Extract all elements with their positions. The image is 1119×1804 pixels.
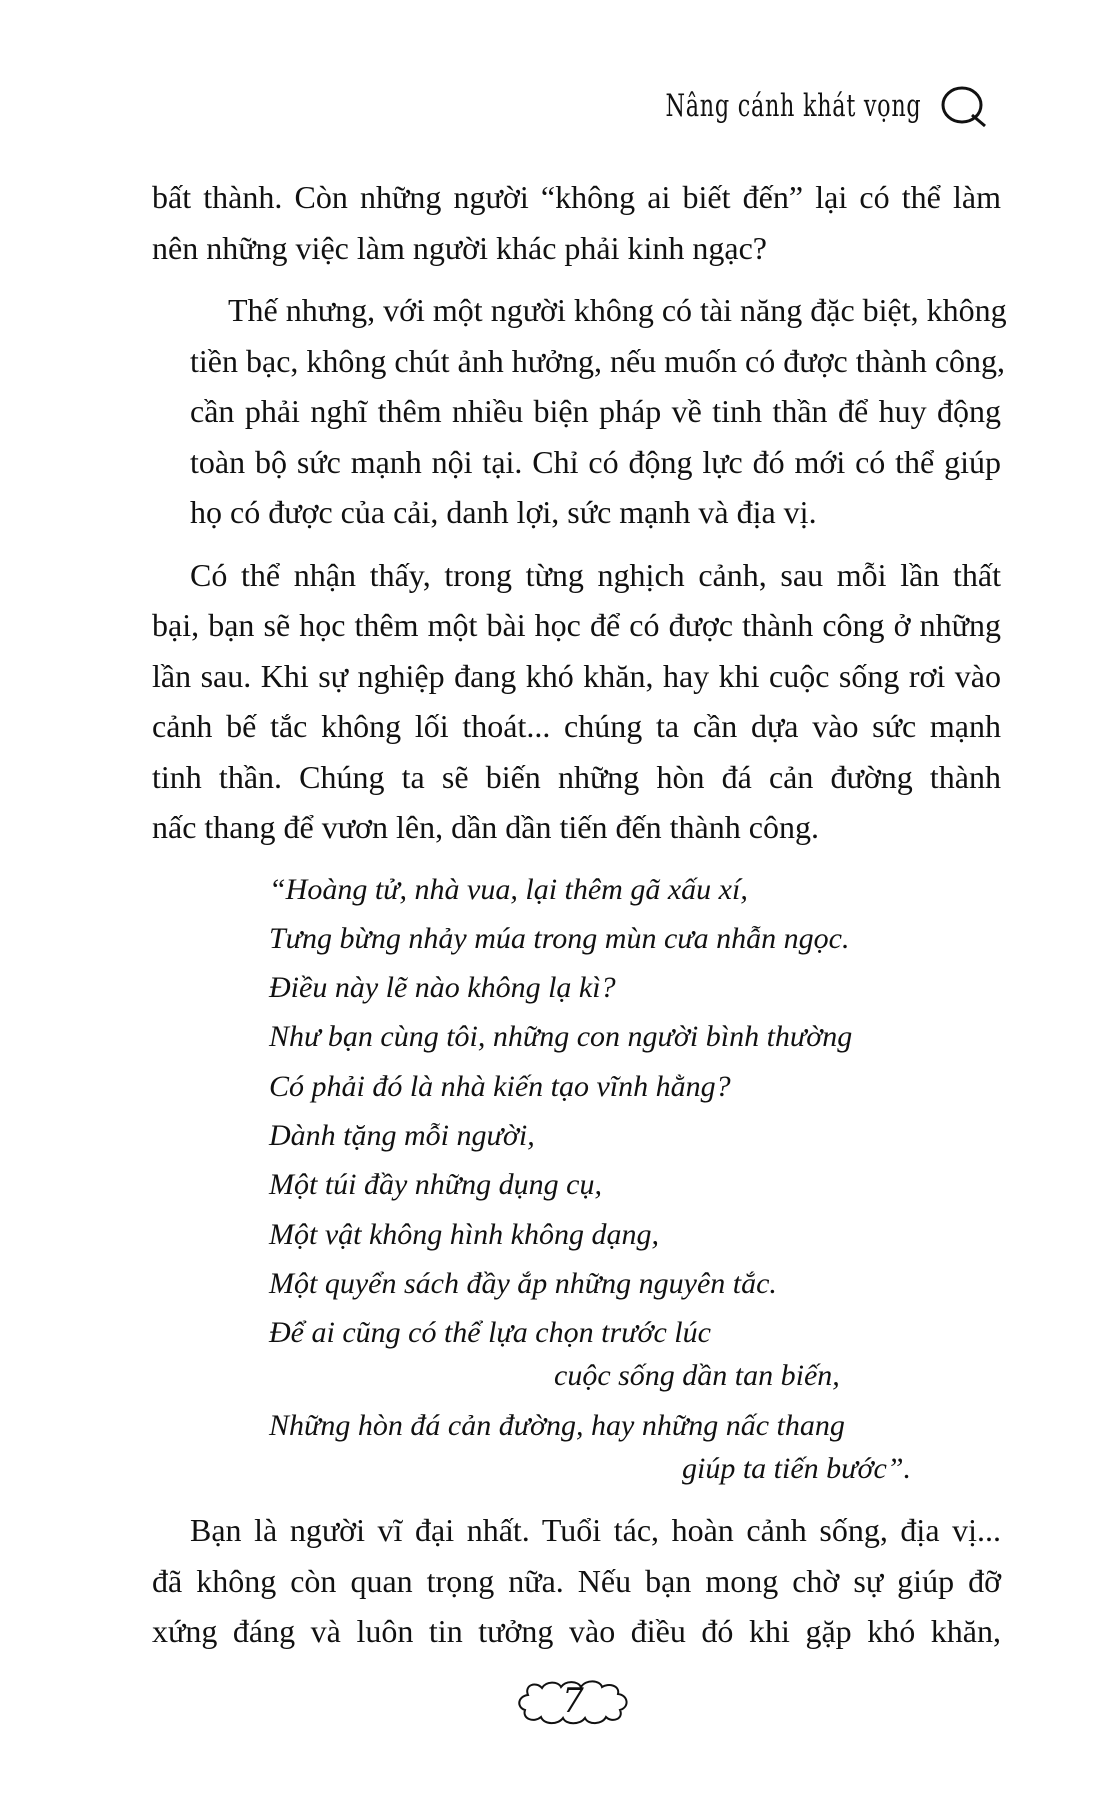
text-line: cảnh bế tắc không lối thoát... chúng ta cần dựa vào sức mạnh	[152, 708, 1001, 744]
poem-line-continuation: cuộc sống dần tan biến,	[554, 1359, 840, 1393]
poem-line: Tưng bừng nhảy múa trong mùn cưa nhẫn ngọc.	[269, 921, 850, 955]
paragraph-2	[152, 285, 1007, 538]
poem-line-continuation: giúp ta tiến bước”.	[682, 1452, 912, 1486]
page-number-badge	[514, 1679, 632, 1727]
text-line: Bạn là người vĩ đại nhất. Tuổi tác, hoàn cảnh sống, địa vị...	[190, 1512, 1001, 1549]
q-letter-icon	[939, 84, 989, 128]
text-line: cần phải nghĩ thêm nhiều biện pháp về tinh thần để huy động	[190, 393, 1001, 429]
poem-line: Những hòn đá cản đường, hay những nấc thang	[269, 1408, 845, 1442]
poem-line: Để ai cũng có thể lựa chọn trước lúc	[269, 1316, 711, 1350]
poem-line: Có phải đó là nhà kiến tạo vĩnh hằng?	[269, 1069, 731, 1103]
book-title: Nâng cánh khát vọng	[665, 88, 921, 124]
text-line: toàn bộ sức mạnh nội tại. Chỉ có động lực đó mới có thể giúp	[190, 443, 1001, 480]
running-header	[566, 84, 989, 128]
poem-line: Dành tặng mỗi người,	[269, 1118, 535, 1152]
page-body	[152, 172, 1007, 1669]
text-line: tiền bạc, không chút ảnh hưởng, nếu muốn có được thành công,	[190, 342, 1006, 379]
text-line: bất thành. Còn những người “không ai biết đến” lại có thể làm	[152, 179, 1001, 215]
paragraph-4	[152, 1505, 1001, 1657]
poem-line: Một vật không hình không dạng,	[269, 1217, 659, 1251]
text-line: lần sau. Khi sự nghiệp đang khó khăn, hay khi cuộc sống rơi vào	[152, 657, 1001, 694]
text-line: Có thể nhận thấy, trong từng nghịch cảnh, sau mỗi lần thất	[190, 556, 1001, 593]
paragraph-1	[152, 172, 1001, 273]
text-line: họ có được của cải, danh lợi, sức mạnh và địa vị.	[190, 494, 817, 530]
poem-line: “Hoàng tử, nhà vua, lại thêm gã xấu xí,	[269, 872, 748, 906]
text-line: nên những việc làm người khác phải kinh ngạc?	[152, 229, 767, 266]
poem-line: Một quyển sách đầy ắp những nguyên tắc.	[269, 1266, 777, 1300]
poem-line: Điều này lẽ nào không lạ kì?	[269, 971, 616, 1005]
text-line: tinh thần. Chúng ta sẽ biến những hòn đá cản đường thành	[152, 758, 1001, 795]
paragraph-3	[152, 550, 1001, 853]
text-line: xứng đáng và luôn tin tưởng vào điều đó khi gặp khó khăn,	[152, 1613, 1001, 1650]
poem-line: Một túi đầy những dụng cụ,	[269, 1168, 602, 1202]
text-line: đã không còn quan trọng nữa. Nếu bạn mong chờ sự giúp đỡ	[152, 1562, 1001, 1599]
poem-quote	[152, 865, 1001, 1494]
page-number: 7	[562, 1681, 584, 1721]
text-line: nấc thang để vươn lên, dần dần tiến đến thành công.	[152, 809, 819, 845]
text-line: Thế nhưng, với một người không có tài năng đặc biệt, không	[228, 292, 1007, 328]
poem-line: Như bạn cùng tôi, những con người bình thường	[269, 1020, 853, 1054]
text-line: bại, bạn sẽ học thêm một bài học để có được thành công ở những	[152, 607, 1001, 643]
